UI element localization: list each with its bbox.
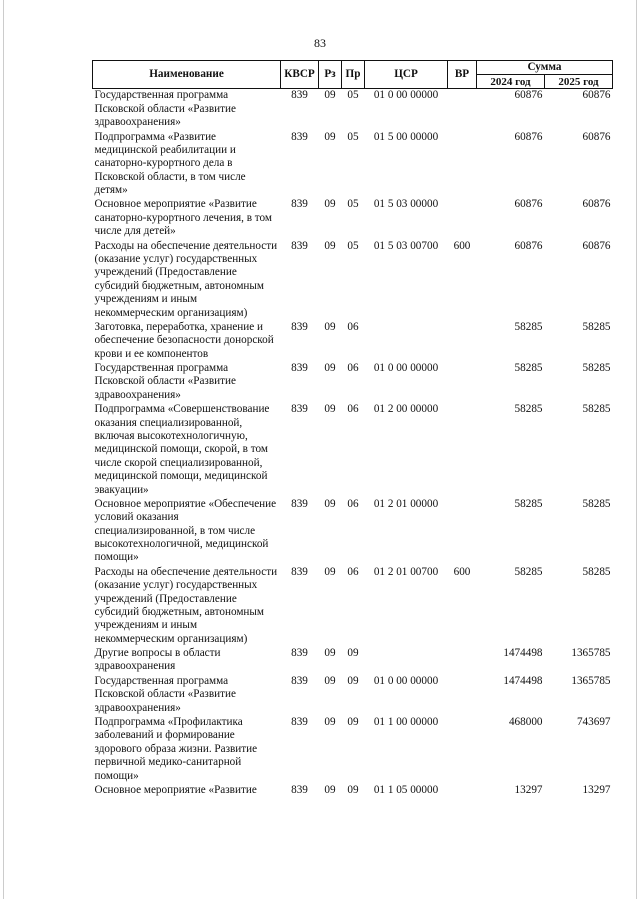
row-vr: 600: [453, 565, 471, 578]
row-vr: [448, 784, 477, 798]
row-rz: 09: [324, 497, 336, 510]
row-sum-2025: 1365785: [571, 647, 611, 660]
row-vr: [448, 362, 477, 403]
header-2024: 2024 год: [477, 75, 545, 89]
row-rz: 09: [324, 403, 336, 416]
row-sum-2024: 58285: [514, 497, 543, 510]
row-sum-2024: 13297: [514, 783, 543, 796]
header-pr: Пр: [342, 61, 365, 89]
row-sum-2024: 58285: [514, 403, 543, 416]
row-csr: 01 2 01 00700: [373, 565, 439, 578]
row-pr: 06: [347, 403, 359, 416]
row-csr: 01 0 00 00000: [373, 89, 439, 102]
row-csr: 01 0 00 00000: [373, 361, 439, 374]
row-name: Государственная программа Псковской области «Развитие здравоохранения»: [94, 361, 236, 401]
row-vr: [448, 647, 477, 675]
row-rz: 09: [324, 783, 336, 796]
table-row: [93, 784, 613, 798]
row-kvsr: 839: [291, 647, 308, 660]
row-vr: [448, 198, 477, 239]
row-vr: [448, 716, 477, 784]
row-csr: 01 0 00 00000: [373, 674, 439, 687]
row-sum-2024: 58285: [514, 320, 543, 333]
row-sum-2025: 58285: [582, 403, 611, 416]
row-kvsr: 839: [291, 198, 308, 211]
row-sum-2024: 1474498: [503, 674, 543, 687]
row-sum-2025: 60876: [582, 239, 611, 252]
row-csr: [365, 647, 448, 675]
row-kvsr: 839: [291, 130, 308, 143]
row-pr: 05: [347, 198, 359, 211]
header-kvsr: КВСР: [281, 61, 319, 89]
row-csr: 01 2 01 00000: [373, 497, 439, 510]
row-vr: [448, 675, 477, 716]
row-kvsr: 839: [291, 497, 308, 510]
table-row: [93, 240, 613, 321]
table-row: [93, 675, 613, 716]
row-csr: [365, 321, 448, 362]
table-row: [93, 647, 613, 675]
row-sum-2025: 58285: [582, 565, 611, 578]
row-name: Государственная программа Псковской области «Развитие здравоохранения»: [94, 89, 236, 129]
row-rz: 09: [324, 361, 336, 374]
row-name: Заготовка, переработка, хранение и обеспечение безопасности донорской крови и ее компонентов: [94, 320, 274, 360]
row-sum-2025: 60876: [582, 130, 611, 143]
row-sum-2025: 60876: [582, 198, 611, 211]
table-row: [93, 362, 613, 403]
table-row: [93, 498, 613, 566]
scan-edge-right: [636, 0, 637, 899]
row-sum-2025: 58285: [582, 320, 611, 333]
row-csr: 01 5 00 00000: [373, 130, 439, 143]
header-rz: Рз: [319, 61, 342, 89]
header-2025: 2025 год: [545, 75, 613, 89]
table-row: [93, 403, 613, 498]
row-pr: 06: [347, 361, 359, 374]
table-row: [93, 131, 613, 199]
row-name: Основное мероприятие «Развитие: [94, 783, 257, 796]
row-sum-2025: 743697: [576, 715, 611, 728]
row-pr: 06: [347, 565, 359, 578]
scan-edge-left: [3, 0, 4, 899]
row-pr: 09: [347, 783, 359, 796]
row-csr: 01 2 00 00000: [373, 403, 439, 416]
row-rz: 09: [324, 239, 336, 252]
row-sum-2025: 13297: [582, 783, 611, 796]
row-name: Другие вопросы в области здравоохранения: [94, 647, 221, 673]
row-name: Подпрограмма «Совершенствование оказания специализированной, включая высокотехнологичную, медицинской помощи, скорой, в том числе скорой специализированной, медицинской помощи, медицинской эвакуации»: [94, 403, 270, 496]
row-sum-2024: 60876: [514, 239, 543, 252]
row-rz: 09: [324, 674, 336, 687]
row-kvsr: 839: [291, 89, 308, 102]
row-vr: [448, 403, 477, 498]
row-pr: 09: [347, 674, 359, 687]
row-pr: 06: [347, 497, 359, 510]
header-name: Наименование: [93, 61, 281, 89]
table-row: [93, 198, 613, 239]
row-kvsr: 839: [291, 715, 308, 728]
row-pr: 05: [347, 239, 359, 252]
row-pr: 09: [347, 715, 359, 728]
row-vr: [448, 89, 477, 131]
row-csr: 01 1 05 00000: [373, 783, 439, 796]
row-sum-2025: 60876: [582, 89, 611, 102]
row-csr: 01 1 00 00000: [373, 715, 439, 728]
row-name: Подпрограмма «Развитие медицинской реабилитации и санаторно-курортного дела в Псковской области, в том числе детям»: [94, 130, 246, 197]
row-rz: 09: [324, 89, 336, 102]
row-vr: [448, 321, 477, 362]
budget-table: [92, 60, 613, 798]
row-kvsr: 839: [291, 320, 308, 333]
row-rz: 09: [324, 647, 336, 660]
header-csr: ЦСР: [365, 61, 448, 89]
row-pr: 05: [347, 130, 359, 143]
table-row: [93, 716, 613, 784]
table-row: [93, 321, 613, 362]
row-rz: 09: [324, 565, 336, 578]
row-kvsr: 839: [291, 783, 308, 796]
row-sum-2024: 58285: [514, 565, 543, 578]
table-row: [93, 89, 613, 131]
row-name: Основное мероприятие «Развитие санаторно-курортного лечения, в том числе для детей»: [94, 198, 272, 238]
row-kvsr: 839: [291, 361, 308, 374]
row-rz: 09: [324, 715, 336, 728]
page-number: 83: [314, 36, 326, 50]
row-rz: 09: [324, 198, 336, 211]
header-vr: ВР: [448, 61, 477, 89]
row-kvsr: 839: [291, 565, 308, 578]
row-sum-2025: 1365785: [571, 674, 611, 687]
row-vr: [448, 131, 477, 199]
row-sum-2025: 58285: [582, 497, 611, 510]
row-name: Расходы на обеспечение деятельности (оказание услуг) государственных учреждений (Предоставление субсидий бюджетным, автономным учреждениям и иным некоммерческим организациям): [94, 565, 278, 645]
row-sum-2025: 58285: [582, 361, 611, 374]
row-pr: 09: [347, 647, 359, 660]
row-kvsr: 839: [291, 239, 308, 252]
row-csr: 01 5 03 00700: [373, 239, 439, 252]
row-name: Расходы на обеспечение деятельности (оказание услуг) государственных учреждений (Предоставление субсидий бюджетным, автономным учреждениям и иным некоммерческим организациям): [94, 239, 278, 319]
row-name: Основное мероприятие «Обеспечение условий оказания специализированной, в том числе высокотехнологичной, медицинской помощи»: [94, 497, 277, 564]
row-sum-2024: 58285: [514, 361, 543, 374]
row-kvsr: 839: [291, 403, 308, 416]
row-pr: 05: [347, 89, 359, 102]
row-sum-2024: 1474498: [503, 647, 543, 660]
table-body: [93, 89, 613, 798]
row-sum-2024: 60876: [514, 198, 543, 211]
row-vr: [448, 498, 477, 566]
row-rz: 09: [324, 320, 336, 333]
row-name: Подпрограмма «Профилактика заболеваний и формирование здорового образа жизни. Развитие первичной медико-санитарной помощи»: [94, 715, 258, 782]
row-kvsr: 839: [291, 674, 308, 687]
row-sum-2024: 60876: [514, 130, 543, 143]
row-sum-2024: 60876: [514, 89, 543, 102]
row-vr: 600: [453, 239, 471, 252]
row-name: Государственная программа Псковской области «Развитие здравоохранения»: [94, 674, 236, 714]
row-csr: 01 5 03 00000: [373, 198, 439, 211]
header-sum: Сумма: [477, 61, 613, 75]
table-row: [93, 566, 613, 647]
row-pr: 06: [347, 320, 359, 333]
table-header: [93, 61, 613, 89]
row-rz: 09: [324, 130, 336, 143]
row-sum-2024: 468000: [508, 715, 543, 728]
